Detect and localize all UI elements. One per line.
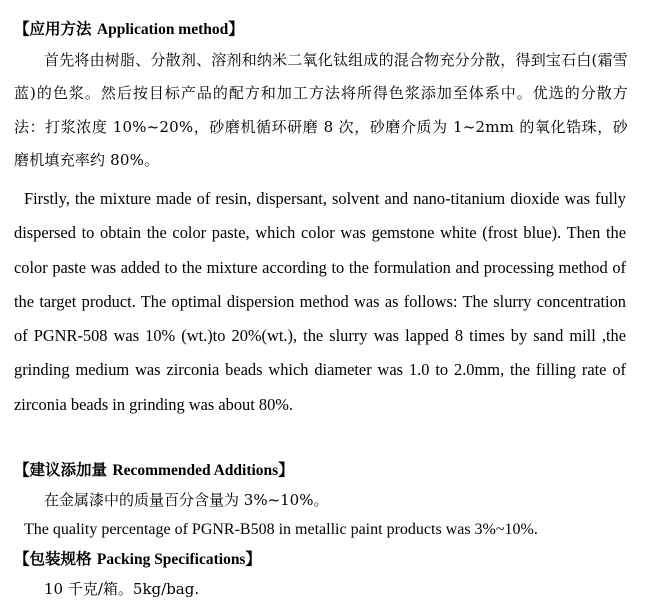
recommended-heading-zh: 【建议添加量 (14, 460, 108, 479)
application-heading-zh: 【应用方法 (14, 19, 92, 38)
packing-heading-en: Packing Specifications】 (96, 551, 261, 568)
packing-specifications-heading (14, 548, 261, 571)
application-paragraph-zh: 首先将由树脂、分散剂、溶剂和纳米二氧化钛组成的混合物充分分散，得到宝石白(霜雪蓝)的色浆。然后按目标产品的配方和加工方法将所得色浆添加至体系中。优选的分散方法：打浆浓度 10%~20%，砂磨机循环研磨 8 次，砂磨介质为 1~2mm 的氧化锆珠，砂磨机填充率约 80%。 (14, 51, 628, 169)
recommended-line-en: The quality percentage of PGNR-B508 in metallic paint products was 3%~10%. (24, 521, 538, 538)
application-heading-en: Application method】 (96, 21, 244, 38)
recommended-additions-heading (14, 459, 294, 482)
packing-heading-zh: 【包装规格 (14, 549, 92, 568)
recommended-line-zh: 在金属漆中的质量百分含量为 3%~10%。 (44, 491, 329, 509)
packing-line: 10 千克/箱。5kg/bag. (44, 580, 200, 598)
application-paragraph-en: Firstly, the mixture made of resin, dispersant, solvent and nano-titanium dioxide was fully dispersed to obtain the color paste, which color was gemstone white (frost blue). Then the color paste was added to the mixture according to the formulation and processing method of the target product. The optimal dispersion method was as follows: The slurry concentration of PGNR-508 was 10% (wt.)to 20%(wt.), the slurry was lapped 8 times by sand mill ,the grinding medium was zirconia beads which diameter was 1.0 to 2.0mm, the filling rate of zirconia beads in grinding was about 80%. (14, 189, 626, 414)
recommended-heading-en: Recommended Additions】 (112, 462, 294, 479)
application-method-heading (14, 18, 244, 41)
